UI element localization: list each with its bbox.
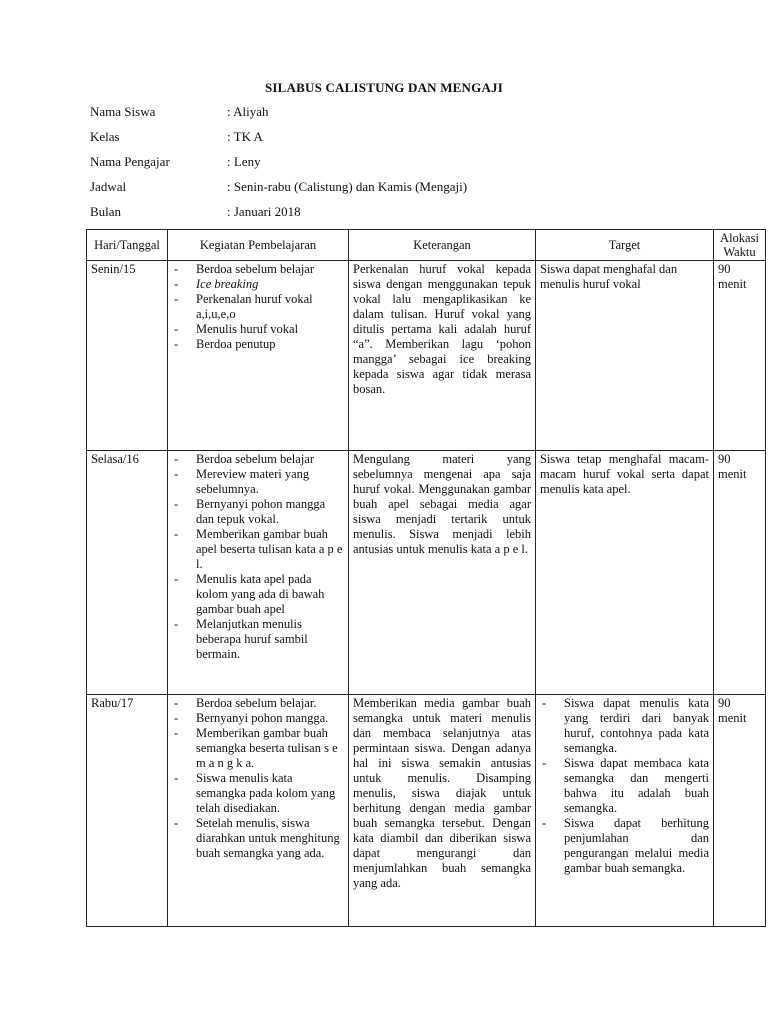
list-item: - Melanjutkan menulis beberapa huruf sambil bermain. bbox=[172, 617, 344, 662]
list-item: - Mereview materi yang sebelumnya. bbox=[172, 467, 344, 497]
info-label: Nama Siswa bbox=[90, 104, 156, 119]
list-item: - Perkenalan huruf vokal a,i,u,e,o bbox=[172, 292, 344, 322]
info-value: : Aliyah bbox=[227, 104, 269, 119]
table-row bbox=[87, 695, 766, 927]
info-value: : Januari 2018 bbox=[227, 204, 301, 219]
list-item: - Siswa dapat menulis kata yang terdiri dari banyak huruf, contohnya pada kata semangka. bbox=[540, 696, 709, 756]
list-item: - Siswa dapat berhitung penjumlahan dan pengurangan melalui media gambar buah semangka. bbox=[540, 816, 709, 876]
cell-time: 90 menit bbox=[714, 261, 766, 451]
header-time: Alokasi Waktu bbox=[714, 230, 766, 261]
cell-notes: Perkenalan huruf vokal kepada siswa dengan menggunakan tepuk vokal lalu mengaplikasikan ke dalam tulisan. Huruf vokal yang ditulis pertama kali adalah huruf “a”. Memberikan lagu ‘pohon mangga’ sebagai ice breaking kepada siswa agar tidak merasa bosan. bbox=[349, 261, 536, 451]
list-item: - Berdoa sebelum belajar bbox=[172, 262, 344, 277]
cell-time: 90 menit bbox=[714, 451, 766, 695]
header-activities: Kegiatan Pembelajaran bbox=[168, 230, 349, 261]
cell-activities bbox=[168, 261, 349, 451]
header-day: Hari/Tanggal bbox=[87, 230, 168, 261]
list-item: - Bernyanyi pohon mangga. bbox=[172, 711, 344, 726]
cell-notes: Memberikan media gambar buah semangka untuk materi menulis dan membaca selanjutnya atas permintaan siswa. Dengan adanya hal ini siswa semakin antusias untuk menulis. Disamping menulis, siswa diajak untuk berhitung dengan media gambar buah semangka tersebut. Dengan kata diambil dan diberikan siswa dapat mengurangi dan menjumlahkan buah semangka yang ada. bbox=[349, 695, 536, 927]
info-label: Bulan bbox=[90, 204, 122, 219]
list-item: - Menulis huruf vokal bbox=[172, 322, 344, 337]
table-row bbox=[87, 451, 766, 695]
list-item: - Berdoa sebelum belajar. bbox=[172, 696, 344, 711]
list-item: - Siswa menulis kata semangka pada kolom yang telah disediakan. bbox=[172, 771, 344, 816]
document-title: SILABUS CALISTUNG DAN MENGAJI bbox=[264, 80, 504, 95]
info-value: : TK A bbox=[227, 129, 263, 144]
header-notes: Keterangan bbox=[349, 230, 536, 261]
cell-target: Siswa tetap menghafal macam-macam huruf vokal serta dapat menulis kata apel. bbox=[536, 451, 714, 695]
table-header-row bbox=[87, 230, 766, 261]
list-item: - Menulis kata apel pada kolom yang ada di bawah gambar buah apel bbox=[172, 572, 344, 617]
info-label: Nama Pengajar bbox=[90, 154, 170, 169]
list-item: - Memberikan gambar buah apel beserta tulisan kata a p e l. bbox=[172, 527, 344, 572]
cell-day: Senin/15 bbox=[87, 261, 168, 451]
cell-activities bbox=[168, 695, 349, 927]
list-item: - Berdoa sebelum belajar bbox=[172, 452, 344, 467]
syllabus-table bbox=[86, 229, 766, 927]
cell-day: Rabu/17 bbox=[87, 695, 168, 927]
cell-target: Siswa dapat menghafal dan menulis huruf vokal bbox=[536, 261, 714, 451]
cell-time: 90 menit bbox=[714, 695, 766, 927]
list-item: - Siswa dapat membaca kata semangka dan mengerti bahwa itu adalah buah semangka. bbox=[540, 756, 709, 816]
list-item: - Setelah menulis, siswa diarahkan untuk menghitung buah semangka yang ada. bbox=[172, 816, 344, 861]
cell-activities bbox=[168, 451, 349, 695]
info-value: : Senin-rabu (Calistung) dan Kamis (Mengaji) bbox=[227, 179, 468, 194]
list-item: - Bernyanyi pohon mangga dan tepuk vokal. bbox=[172, 497, 344, 527]
table-row bbox=[87, 261, 766, 451]
cell-day: Selasa/16 bbox=[87, 451, 168, 695]
cell-target bbox=[536, 695, 714, 927]
info-label: Kelas bbox=[90, 129, 120, 144]
cell-notes: Mengulang materi yang sebelumnya mengenai apa saja huruf vokal. Menggunakan gambar buah apel sebagai media agar siswa menjadi tertarik untuk menulis. Siswa menjadi lebih antusias untuk menulis kata a p e l. bbox=[349, 451, 536, 695]
list-item: - Memberikan gambar buah semangka beserta tulisan s e m a n g k a. bbox=[172, 726, 344, 771]
list-item: - Berdoa penutup bbox=[172, 337, 344, 352]
info-label: Jadwal bbox=[90, 179, 127, 194]
header-target: Target bbox=[536, 230, 714, 261]
list-item: - Ice breaking bbox=[172, 277, 344, 292]
info-value: : Leny bbox=[227, 154, 261, 169]
